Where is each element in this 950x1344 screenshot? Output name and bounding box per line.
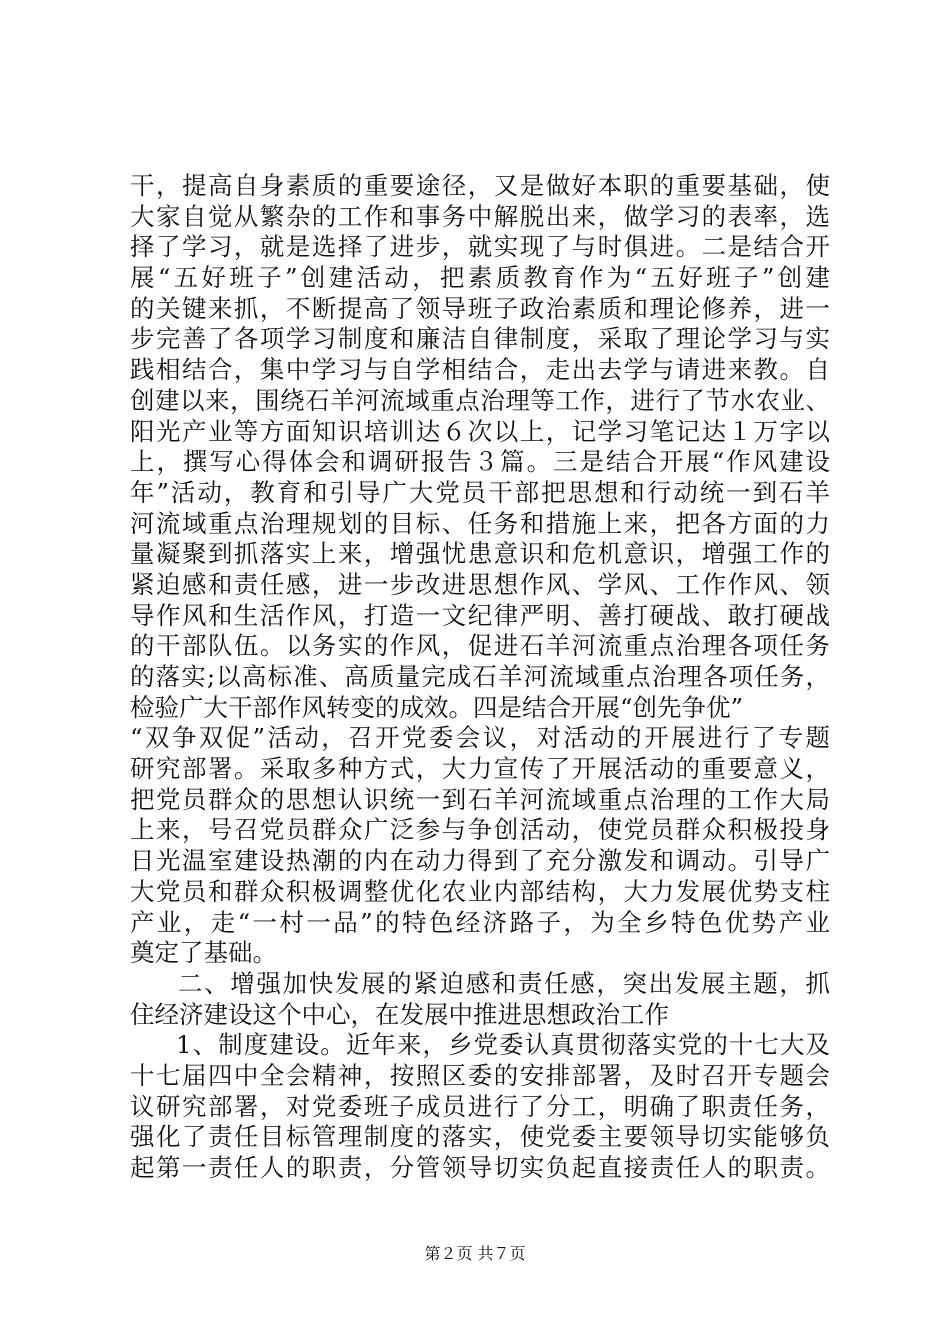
text-line: 研究部署。采取多种方式，大力宣传了开展活动的重要意义， bbox=[130, 754, 830, 784]
text-line: 起第一责任人的职责，分管领导切实负起直接责任人的职责。 bbox=[130, 1153, 830, 1182]
text-line: 的干部队伍。以务实的作风，促进石羊河流重点治理各项任务 bbox=[130, 631, 830, 661]
text-line: 展“五好班子”创建活动，把素质教育作为“五好班子”创建 bbox=[130, 263, 830, 293]
text-line: 日光温室建设热潮的内在动力得到了充分激发和调动。引导广 bbox=[130, 846, 830, 876]
text-line: 1、制度建设。近年来，乡党委认真贯彻落实党的十七大及 bbox=[176, 1030, 830, 1060]
text-line: 奠定了基础。 bbox=[130, 938, 277, 968]
section-heading-line: 住经济建设这个中心，在发展中推进思想政治工作 bbox=[130, 999, 669, 1029]
text-line: 上，撰写心得体会和调研报告３篇。三是结合开展“作风建设 bbox=[130, 447, 830, 477]
text-line: 步完善了各项学习制度和廉洁自律制度，采取了理论学习与实 bbox=[130, 324, 830, 354]
text-line: 把党员群众的思想认识统一到石羊河流域重点治理的工作大局 bbox=[130, 784, 830, 814]
text-line: “双争双促”活动，召开党委会议，对活动的开展进行了专题 bbox=[130, 723, 830, 753]
text-line: 上来，号召党员群众广泛参与争创活动，使党员群众积极投身 bbox=[130, 815, 830, 845]
text-line: 导作风和生活作风，打造一文纪律严明、善打硬战、敢打硬战 bbox=[130, 600, 830, 630]
text-line: 创建以来，围绕石羊河流域重点治理等工作，进行了节水农业、 bbox=[130, 385, 830, 415]
page-number-footer: 第２页 共７页 bbox=[424, 1244, 526, 1263]
text-line: 紧迫感和责任感，进一步改进思想作风、学风、工作作风、领 bbox=[130, 569, 830, 599]
text-line: 阳光产业等方面知识培训达６次以上，记学习笔记达１万字以 bbox=[130, 416, 830, 446]
text-line: 检验广大干部作风转变的成效。四是结合开展“创先争优” bbox=[130, 692, 744, 722]
text-line: 择了学习，就是选择了进步，就实现了与时俱进。二是结合开 bbox=[130, 232, 830, 262]
text-line: 十七届四中全会精神，按照区委的安排部署，及时召开专题会 bbox=[130, 1060, 830, 1090]
text-line: 践相结合，集中学习与自学相结合，走出去学与请进来教。自 bbox=[130, 355, 830, 385]
text-line: 的关键来抓，不断提高了领导班子政治素质和理论修养，进一 bbox=[130, 293, 830, 323]
text-line: 强化了责任目标管理制度的落实，使党委主要领导切实能够负 bbox=[130, 1122, 830, 1152]
text-line: 年”活动，教育和引导广大党员干部把思想和行动统一到石羊 bbox=[130, 477, 830, 507]
text-line: 议研究部署，对党委班子成员进行了分工，明确了职责任务， bbox=[130, 1091, 830, 1121]
text-line: 的落实;以高标准、高质量完成石羊河流域重点治理各项任务， bbox=[130, 662, 830, 691]
text-line: 产业，走“一村一品”的特色经济路子，为全乡特色优势产业 bbox=[130, 907, 830, 937]
text-line: 干，提高自身素质的重要途径，又是做好本职的重要基础，使 bbox=[130, 171, 830, 200]
text-line: 量凝聚到抓落实上来，增强忧患意识和危机意识，增强工作的 bbox=[130, 539, 830, 569]
text-line: 大党员和群众积极调整优化农业内部结构，大力发展优势支柱 bbox=[130, 876, 830, 906]
text-line: 大家自觉从繁杂的工作和事务中解脱出来，做学习的表率，选 bbox=[130, 201, 830, 231]
section-heading-line: 二、增强加快发展的紧迫感和责任感，突出发展主题，抓 bbox=[178, 968, 830, 998]
document-body bbox=[130, 171, 830, 1184]
text-line: 河流域重点治理规划的目标、任务和措施上来，把各方面的力 bbox=[130, 508, 830, 538]
